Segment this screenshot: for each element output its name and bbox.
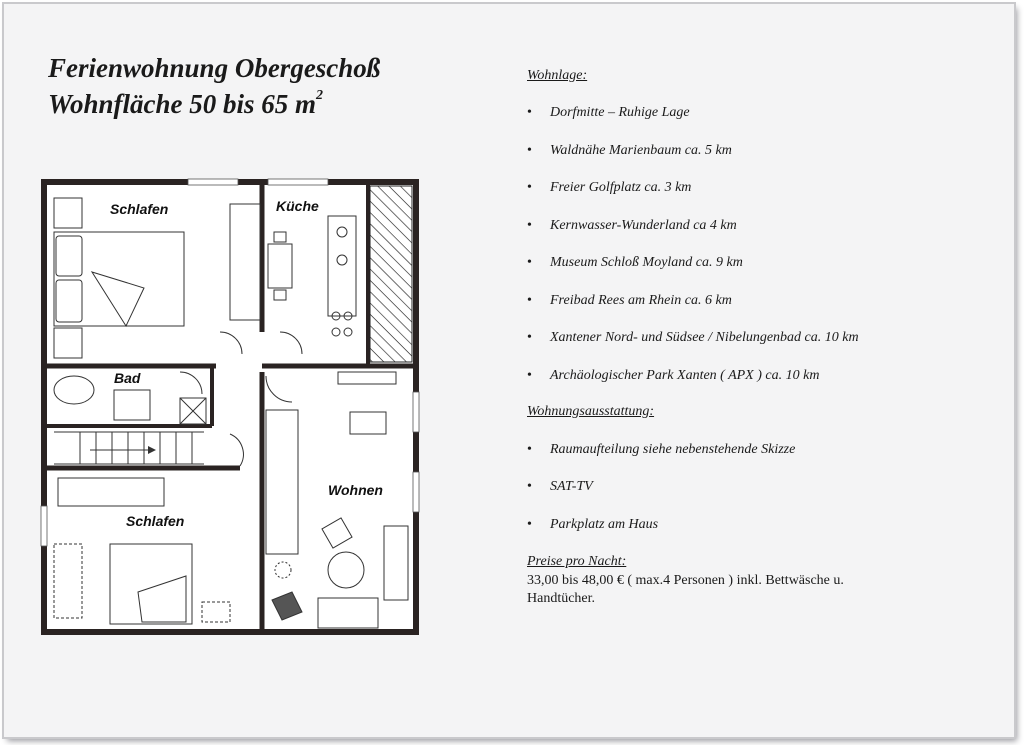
list-item: • Parkplatz am Haus [527, 517, 659, 532]
room-label-bad: Bad [114, 370, 141, 386]
list-item: • Raumaufteilung siehe nebenstehende Skizze [527, 442, 796, 457]
section-heading-preise: Preise pro Nacht: [527, 554, 627, 569]
title-superscript: 2 [316, 88, 324, 103]
title-line-2-text: Wohnfläche 50 bis 65 m [48, 89, 317, 119]
room-label-kueche: Küche [276, 198, 319, 214]
document-title [48, 52, 380, 120]
list-item: • Kernwasser-Wunderland ca 4 km [527, 218, 737, 233]
floor-plan [40, 176, 424, 640]
list-item: • Xantener Nord- und Südsee / Nibelungenbad ca. 10 km [527, 330, 859, 345]
section-heading-wohnlage: Wohnlage: [527, 68, 588, 83]
room-label-wohnen: Wohnen [328, 482, 383, 498]
title-line-1: Ferienwohnung Obergeschoß [48, 53, 381, 83]
room-label-schlafen-top: Schlafen [110, 201, 169, 217]
list-item: • Freibad Rees am Rhein ca. 6 km [527, 293, 732, 308]
title-line-2 [48, 84, 380, 120]
list-item: • Archäologischer Park Xanten ( APX ) ca. 10 km [527, 368, 820, 383]
list-item: • Museum Schloß Moyland ca. 9 km [527, 255, 743, 270]
list-item: • Dorfmitte – Ruhige Lage [527, 105, 690, 120]
list-item: • Waldnähe Marienbaum ca. 5 km [527, 143, 732, 158]
section-heading-ausstattung: Wohnungsausstattung: [527, 404, 655, 419]
list-item: • SAT-TV [527, 479, 593, 494]
shaft-hatch [370, 186, 412, 362]
price-text: 33,00 bis 48,00 € ( max.4 Personen ) inkl. Bettwäsche u. Handtücher. [527, 573, 844, 606]
room-label-schlafen-bottom: Schlafen [126, 513, 185, 529]
list-item: • Freier Golfplatz ca. 3 km [527, 180, 692, 195]
